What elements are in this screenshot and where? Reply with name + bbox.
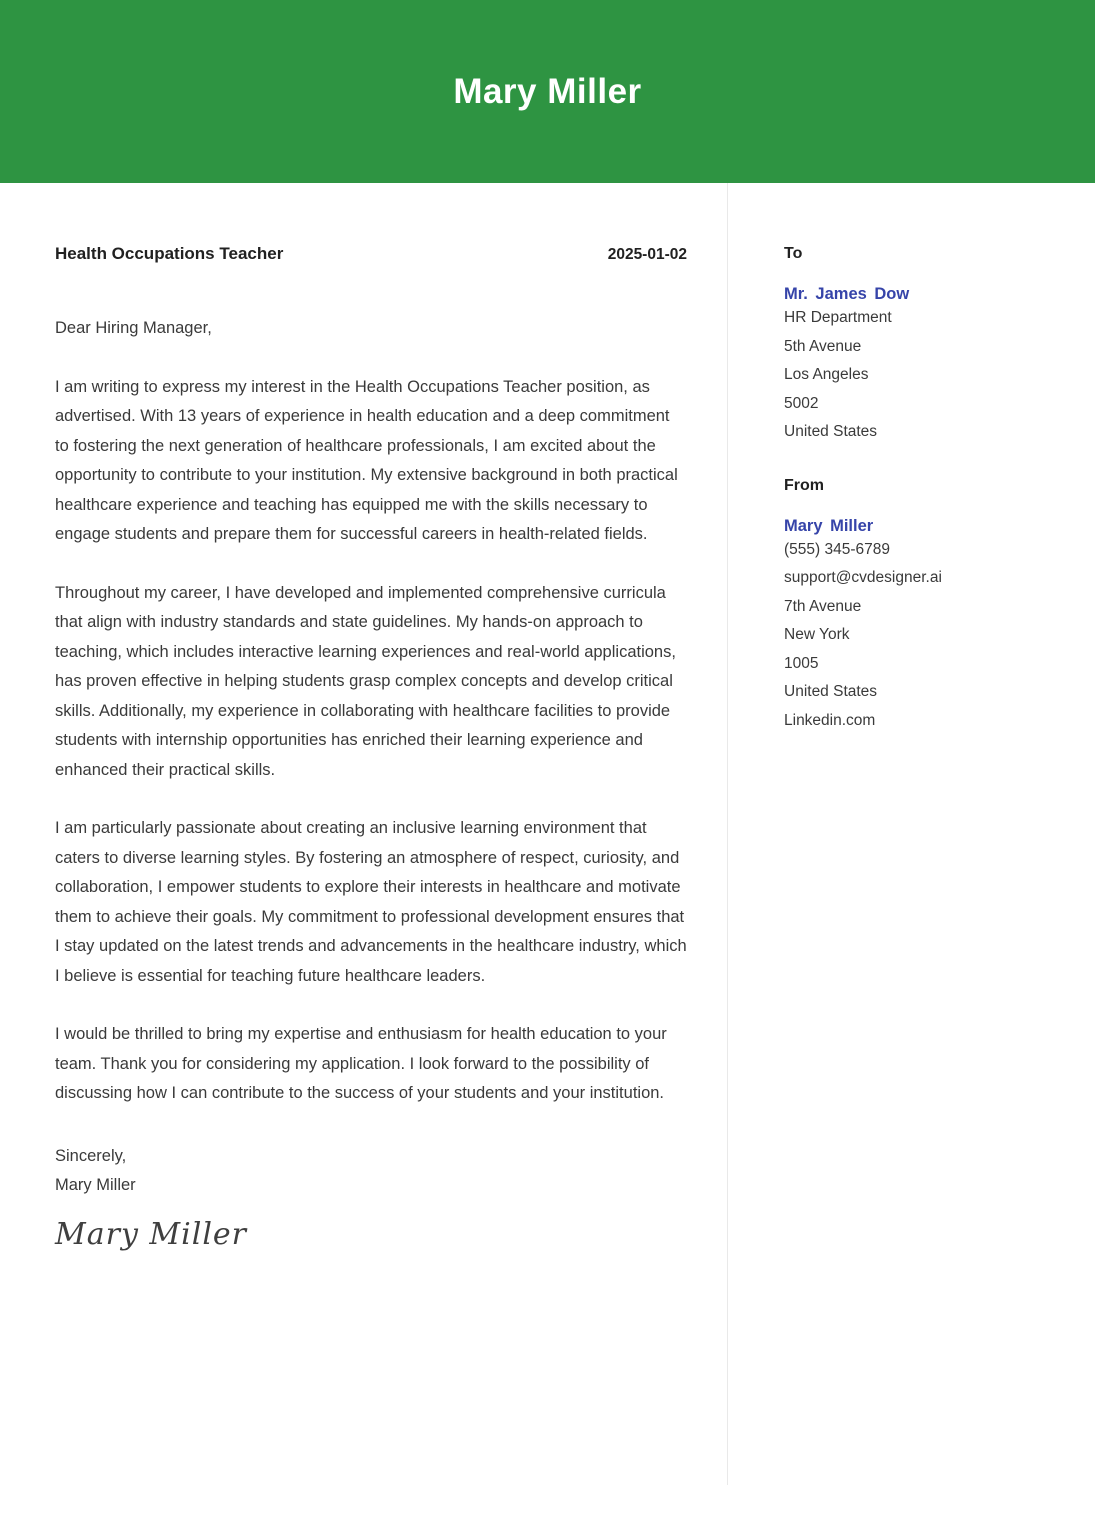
header-banner bbox=[0, 0, 1095, 183]
from-label: From bbox=[784, 476, 824, 494]
recipient-address-line: United States bbox=[784, 423, 878, 440]
sender-contact-info bbox=[784, 536, 1075, 736]
letter-paragraph: I am particularly passionate about creating an inclusive learning environment that caters to diverse learning styles. By fostering an atmosphere of respect, curiosity, and collaboration, I empower students to explore their interests in healthcare and motivate them to achieve their goals. My commitment to professional development ensures that I stay updated on the latest trends and advancements in the healthcare industry, which I believe is essential for teaching future healthcare leaders. bbox=[55, 819, 687, 985]
letter-date: 2025-01-02 bbox=[607, 246, 687, 263]
from-section bbox=[784, 477, 1075, 736]
sender-email: support@cvdesigner.ai bbox=[784, 569, 942, 586]
salutation: Dear Hiring Manager, bbox=[55, 319, 212, 337]
closing-word: Sincerely, bbox=[55, 1146, 127, 1165]
sender-address-line: 7th Avenue bbox=[784, 597, 862, 615]
sender-address-line: United States bbox=[784, 683, 878, 700]
closing-block bbox=[55, 1142, 687, 1201]
page-content bbox=[0, 183, 1095, 1485]
cover-letter bbox=[0, 183, 727, 1485]
recipient-address-line: 5002 bbox=[784, 394, 819, 412]
letter-paragraph: I would be thrilled to bring my expertise and enthusiasm for health education to your team. Thank you for considering my application. I look forward to the possibility of discussing how I can contribute to the success of your students and your institution. bbox=[55, 1025, 667, 1102]
recipient-address-line: 5th Avenue bbox=[784, 337, 862, 355]
sender-linkedin: Linkedin.com bbox=[784, 711, 876, 729]
letter-paragraph: I am writing to express my interest in the Health Occupations Teacher position, as advertised. With 13 years of experience in health education and a deep commitment to fostering the next generation of healthcare professionals, I am excited about the opportunity to contribute to your institution. My extensive background in both practical healthcare experience and teaching has equipped me with the skills necessary to engage students and prepare them for successful careers in health-related fields. bbox=[55, 377, 678, 543]
recipient-address bbox=[784, 304, 1075, 447]
to-section bbox=[784, 245, 1075, 447]
sender-phone: (555) 345-6789 bbox=[784, 540, 890, 558]
sender-address-line: New York bbox=[784, 626, 850, 643]
to-label: To bbox=[784, 245, 803, 262]
page-title: Mary Miller bbox=[453, 71, 642, 111]
sender-name-link[interactable]: Mary Miller bbox=[784, 516, 874, 535]
recipient-address-line: Los Angeles bbox=[784, 366, 869, 383]
handwritten-signature: Mary Miller bbox=[55, 1216, 248, 1252]
contact-sidebar bbox=[728, 183, 1095, 1485]
letter-paragraph: Throughout my career, I have developed and implemented comprehensive curricula that align with industry standards and state guidelines. My hands-on approach to teaching, which includes interactive learning experiences and real-world applications, has proven effective in helping students grasp complex concepts and develop critical skills. Additionally, my experience in collaborating with healthcare facilities to provide students with internship opportunities has enriched their learning experience and enhanced their practical skills. bbox=[55, 583, 676, 779]
recipient-address-line: HR Department bbox=[784, 309, 892, 326]
closing-name: Mary Miller bbox=[55, 1176, 136, 1194]
sender-address-line: 1005 bbox=[784, 654, 819, 672]
letter-title-row bbox=[55, 244, 687, 264]
recipient-name-link[interactable]: Mr. James Dow bbox=[784, 285, 910, 303]
job-title: Health Occupations Teacher bbox=[55, 244, 284, 263]
